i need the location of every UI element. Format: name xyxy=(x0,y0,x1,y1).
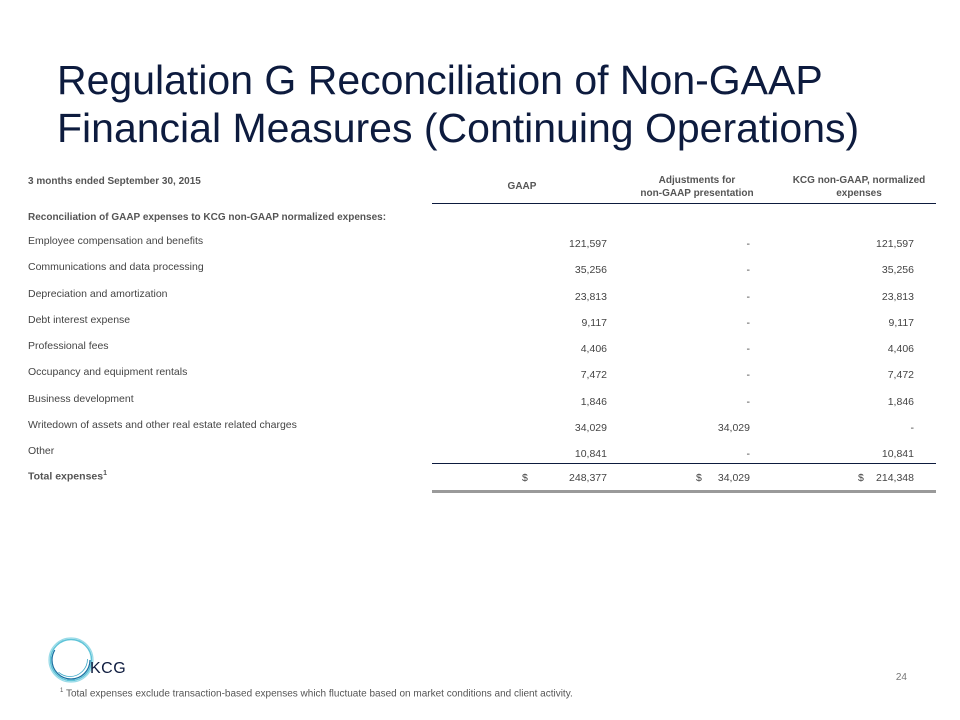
header-adjustments-line-1: Adjustments for xyxy=(658,175,736,186)
row-label: Other xyxy=(28,445,55,458)
table-row xyxy=(28,357,936,383)
row-nongaap-value: 10,841 xyxy=(881,448,914,461)
row-adjustment-value: 34,029 xyxy=(717,422,750,435)
row-gaap-value: 10,841 xyxy=(574,448,607,461)
total-footnote-mark: 1 xyxy=(103,469,107,477)
total-adj-currency: $ xyxy=(696,471,702,484)
total-row xyxy=(28,463,936,487)
table-row xyxy=(28,305,936,331)
header-adjustments-line-2: non-GAAP presentation xyxy=(640,188,754,199)
row-adjustment-value: - xyxy=(746,343,750,356)
slide-title-line-1: Regulation G Reconciliation of Non-GAAP xyxy=(57,57,823,103)
section-label: Reconciliation of GAAP expenses to KCG non-GAAP normalized expenses: xyxy=(28,212,387,223)
table-row xyxy=(28,252,936,278)
row-adjustment-value: - xyxy=(746,369,750,382)
total-label: Total expenses$^1$ xyxy=(28,469,107,483)
header-nongaap-line-1: KCG non-GAAP, normalized xyxy=(792,175,926,186)
slide-title-line-2: Financial Measures (Continuing Operations) xyxy=(57,105,860,151)
total-double-rule xyxy=(432,490,936,493)
row-nongaap-value: 23,813 xyxy=(881,290,914,303)
header-gaap: GAAP xyxy=(507,181,537,192)
total-gaap-value: 248,377 xyxy=(569,471,607,484)
section-heading xyxy=(28,204,936,226)
row-gaap-value: 34,029 xyxy=(574,422,607,435)
total-gaap-currency: $ xyxy=(522,471,528,484)
row-gaap-value: 4,406 xyxy=(580,343,607,356)
row-gaap-value: 7,472 xyxy=(580,369,607,382)
row-adjustment-value: - xyxy=(746,264,750,277)
row-gaap-value: 35,256 xyxy=(574,264,607,277)
table-body xyxy=(28,226,936,463)
table-row xyxy=(28,331,936,357)
reconciliation-table xyxy=(28,170,936,487)
row-adjustment-value: - xyxy=(746,238,750,250)
total-nongaap-currency: $ xyxy=(858,471,864,484)
row-adjustment-value: - xyxy=(746,448,750,461)
row-label: Occupancy and equipment rentals xyxy=(28,366,188,379)
logo-text: KCG xyxy=(90,660,127,677)
row-nongaap-value: 9,117 xyxy=(888,316,914,329)
table-row xyxy=(28,384,936,410)
row-label: Communications and data processing xyxy=(28,261,204,274)
header-nongaap xyxy=(782,174,936,200)
row-nongaap-value: - xyxy=(910,422,914,435)
header-period: 3 months ended September 30, 2015 xyxy=(28,176,201,187)
row-gaap-value: 23,813 xyxy=(574,290,607,303)
row-gaap-value: 9,117 xyxy=(581,316,607,329)
slide-title xyxy=(57,56,937,152)
row-gaap-value: 1,846 xyxy=(580,395,607,408)
total-nongaap-value: 214,348 xyxy=(876,471,914,484)
page-number: 24 xyxy=(895,672,907,683)
row-nongaap-value: 35,256 xyxy=(881,264,914,277)
row-adjustment-value: - xyxy=(746,316,750,329)
row-nongaap-value: 1,846 xyxy=(887,395,914,408)
table-row xyxy=(28,226,936,252)
footnote xyxy=(60,688,573,699)
footnote-text: Total expenses exclude transaction-based expenses which fluctuate based on market conditions and client activity. xyxy=(65,688,573,700)
total-adj-value: 34,029 xyxy=(717,471,750,484)
row-adjustment-value: - xyxy=(746,290,750,303)
table-row xyxy=(28,410,936,436)
row-nongaap-value: 7,472 xyxy=(887,369,914,382)
row-adjustment-value: - xyxy=(746,395,750,408)
table-header xyxy=(28,170,936,204)
row-gaap-value: 121,597 xyxy=(569,238,607,250)
row-label: Employee compensation and benefits xyxy=(28,235,204,247)
row-label: Depreciation and amortization xyxy=(28,287,168,300)
row-label: Writedown of assets and other real estate related charges xyxy=(28,419,297,432)
table-row xyxy=(28,279,936,305)
row-label: Debt interest expense xyxy=(28,313,131,326)
table-row xyxy=(28,436,936,462)
header-nongaap-line-2: expenses xyxy=(836,188,882,199)
row-label: Business development xyxy=(28,392,134,405)
row-label: Professional fees xyxy=(28,340,109,353)
row-nongaap-value: 4,406 xyxy=(887,343,914,356)
footnote-mark: 1 xyxy=(60,688,64,694)
header-adjustments xyxy=(612,174,782,200)
row-nongaap-value: 121,597 xyxy=(876,238,914,250)
